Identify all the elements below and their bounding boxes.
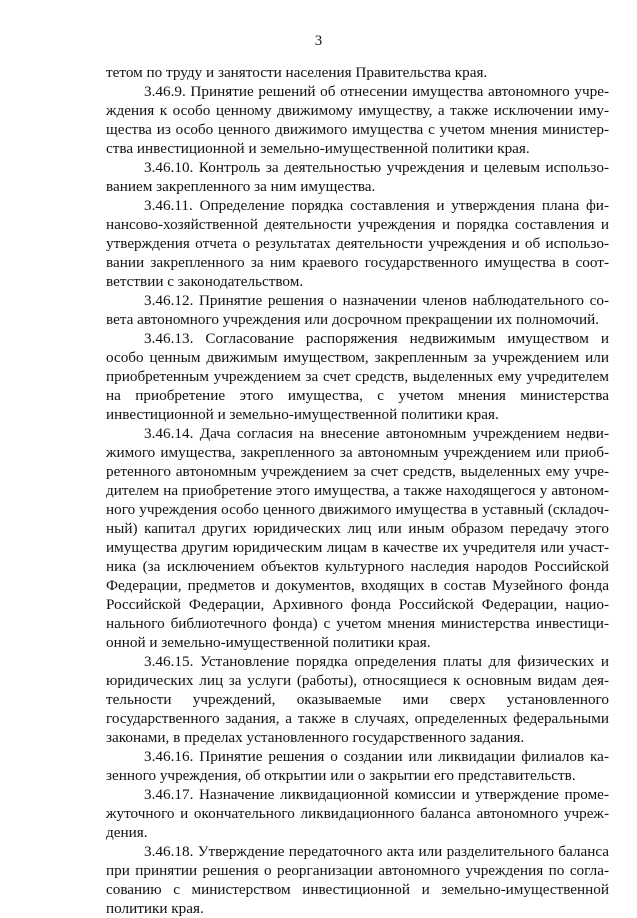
paragraph-3-46-13: 3.46.13. Согласование распоряжения недвижимым имуществом и особо ценным движимым имуществом, закрепленным за учреждением или приобретенным учреждением за счет средств, выделенных ему учредителем на приобретение этого имущества, с учетом мнения министерства инвестиционной и земельно-имущественной политики края. (106, 330, 609, 423)
paragraph-3-46-9: 3.46.9. Принятие решений об отнесении имущества автономного учреждения к особо ценному движимому имуществу, а также исключении имущества из особо ценного движимого имущества с учетом мнения министерства инвестиционной и земельно-имущественной политики края. (106, 83, 609, 157)
document-body (106, 63, 609, 918)
paragraph-3-46-14: 3.46.14. Дача согласия на внесение автономным учреждением недвижимого имущества, закрепленного за автономным учреждением или приобретенного автономным учреждением за счет средств, выделенных ему учредителем на приобретение этого имущества, а также находящегося у автономного учреждения особо ценного движимого имущества в уставный (складочный) капитал других юридических лиц или иным образом передачу этого имущества другим юридическим лицам в качестве их учредителя или участника (за исключением объектов культурного наследия народов Российской Федерации, предметов и документов, входящих в состав Музейного фонда Российской Федерации, Архивного фонда Российской Федерации, национального библиотечного фонда) с учетом мнения министерства инвестиционной и земельно-имущественной политики края. (106, 425, 609, 651)
paragraph-3-46-10: 3.46.10. Контроль за деятельностью учреждения и целевым использованием закрепленного за ним имущества. (106, 159, 609, 195)
paragraph-continuation: тетом по труду и занятости населения Правительства края. (106, 64, 488, 81)
page-number: 3 (314, 33, 323, 49)
paragraph-3-46-12: 3.46.12. Принятие решения о назначении членов наблюдательного совета автономного учреждения или досрочном прекращении их полномочий. (106, 292, 609, 328)
paragraph-3-46-18: 3.46.18. Утверждение передаточного акта или разделительного баланса при принятии решения о реорганизации автономного учреждения по согласованию с министерством инвестиционной и земельно-имущественной политики края. (106, 843, 609, 917)
paragraph-3-46-17: 3.46.17. Назначение ликвидационной комиссии и утверждение промежуточного и окончательного ликвидационного баланса автономного учреждения. (106, 786, 609, 841)
paragraph-3-46-15: 3.46.15. Установление порядка определения платы для физических и юридических лиц за услуги (работы), относящиеся к основным видам деятельности учреждений, оказываемые ими сверх установленного государственного задания, а также в случаях, определенных федеральными законами, в пределах установленного государственного задания. (106, 653, 609, 746)
paragraph-3-46-16: 3.46.16. Принятие решения о создании или ликвидации филиалов казенного учреждения, об открытии или о закрытии его представительств. (106, 748, 609, 784)
paragraph-3-46-11: 3.46.11. Определение порядка составления и утверждения плана финансово-хозяйственной деятельности учреждения и порядка составления и утверждения отчета о результатах деятельности учреждения и об использовании закрепленного за ним краевого государственного имущества в соответствии с законодательством. (106, 197, 609, 290)
